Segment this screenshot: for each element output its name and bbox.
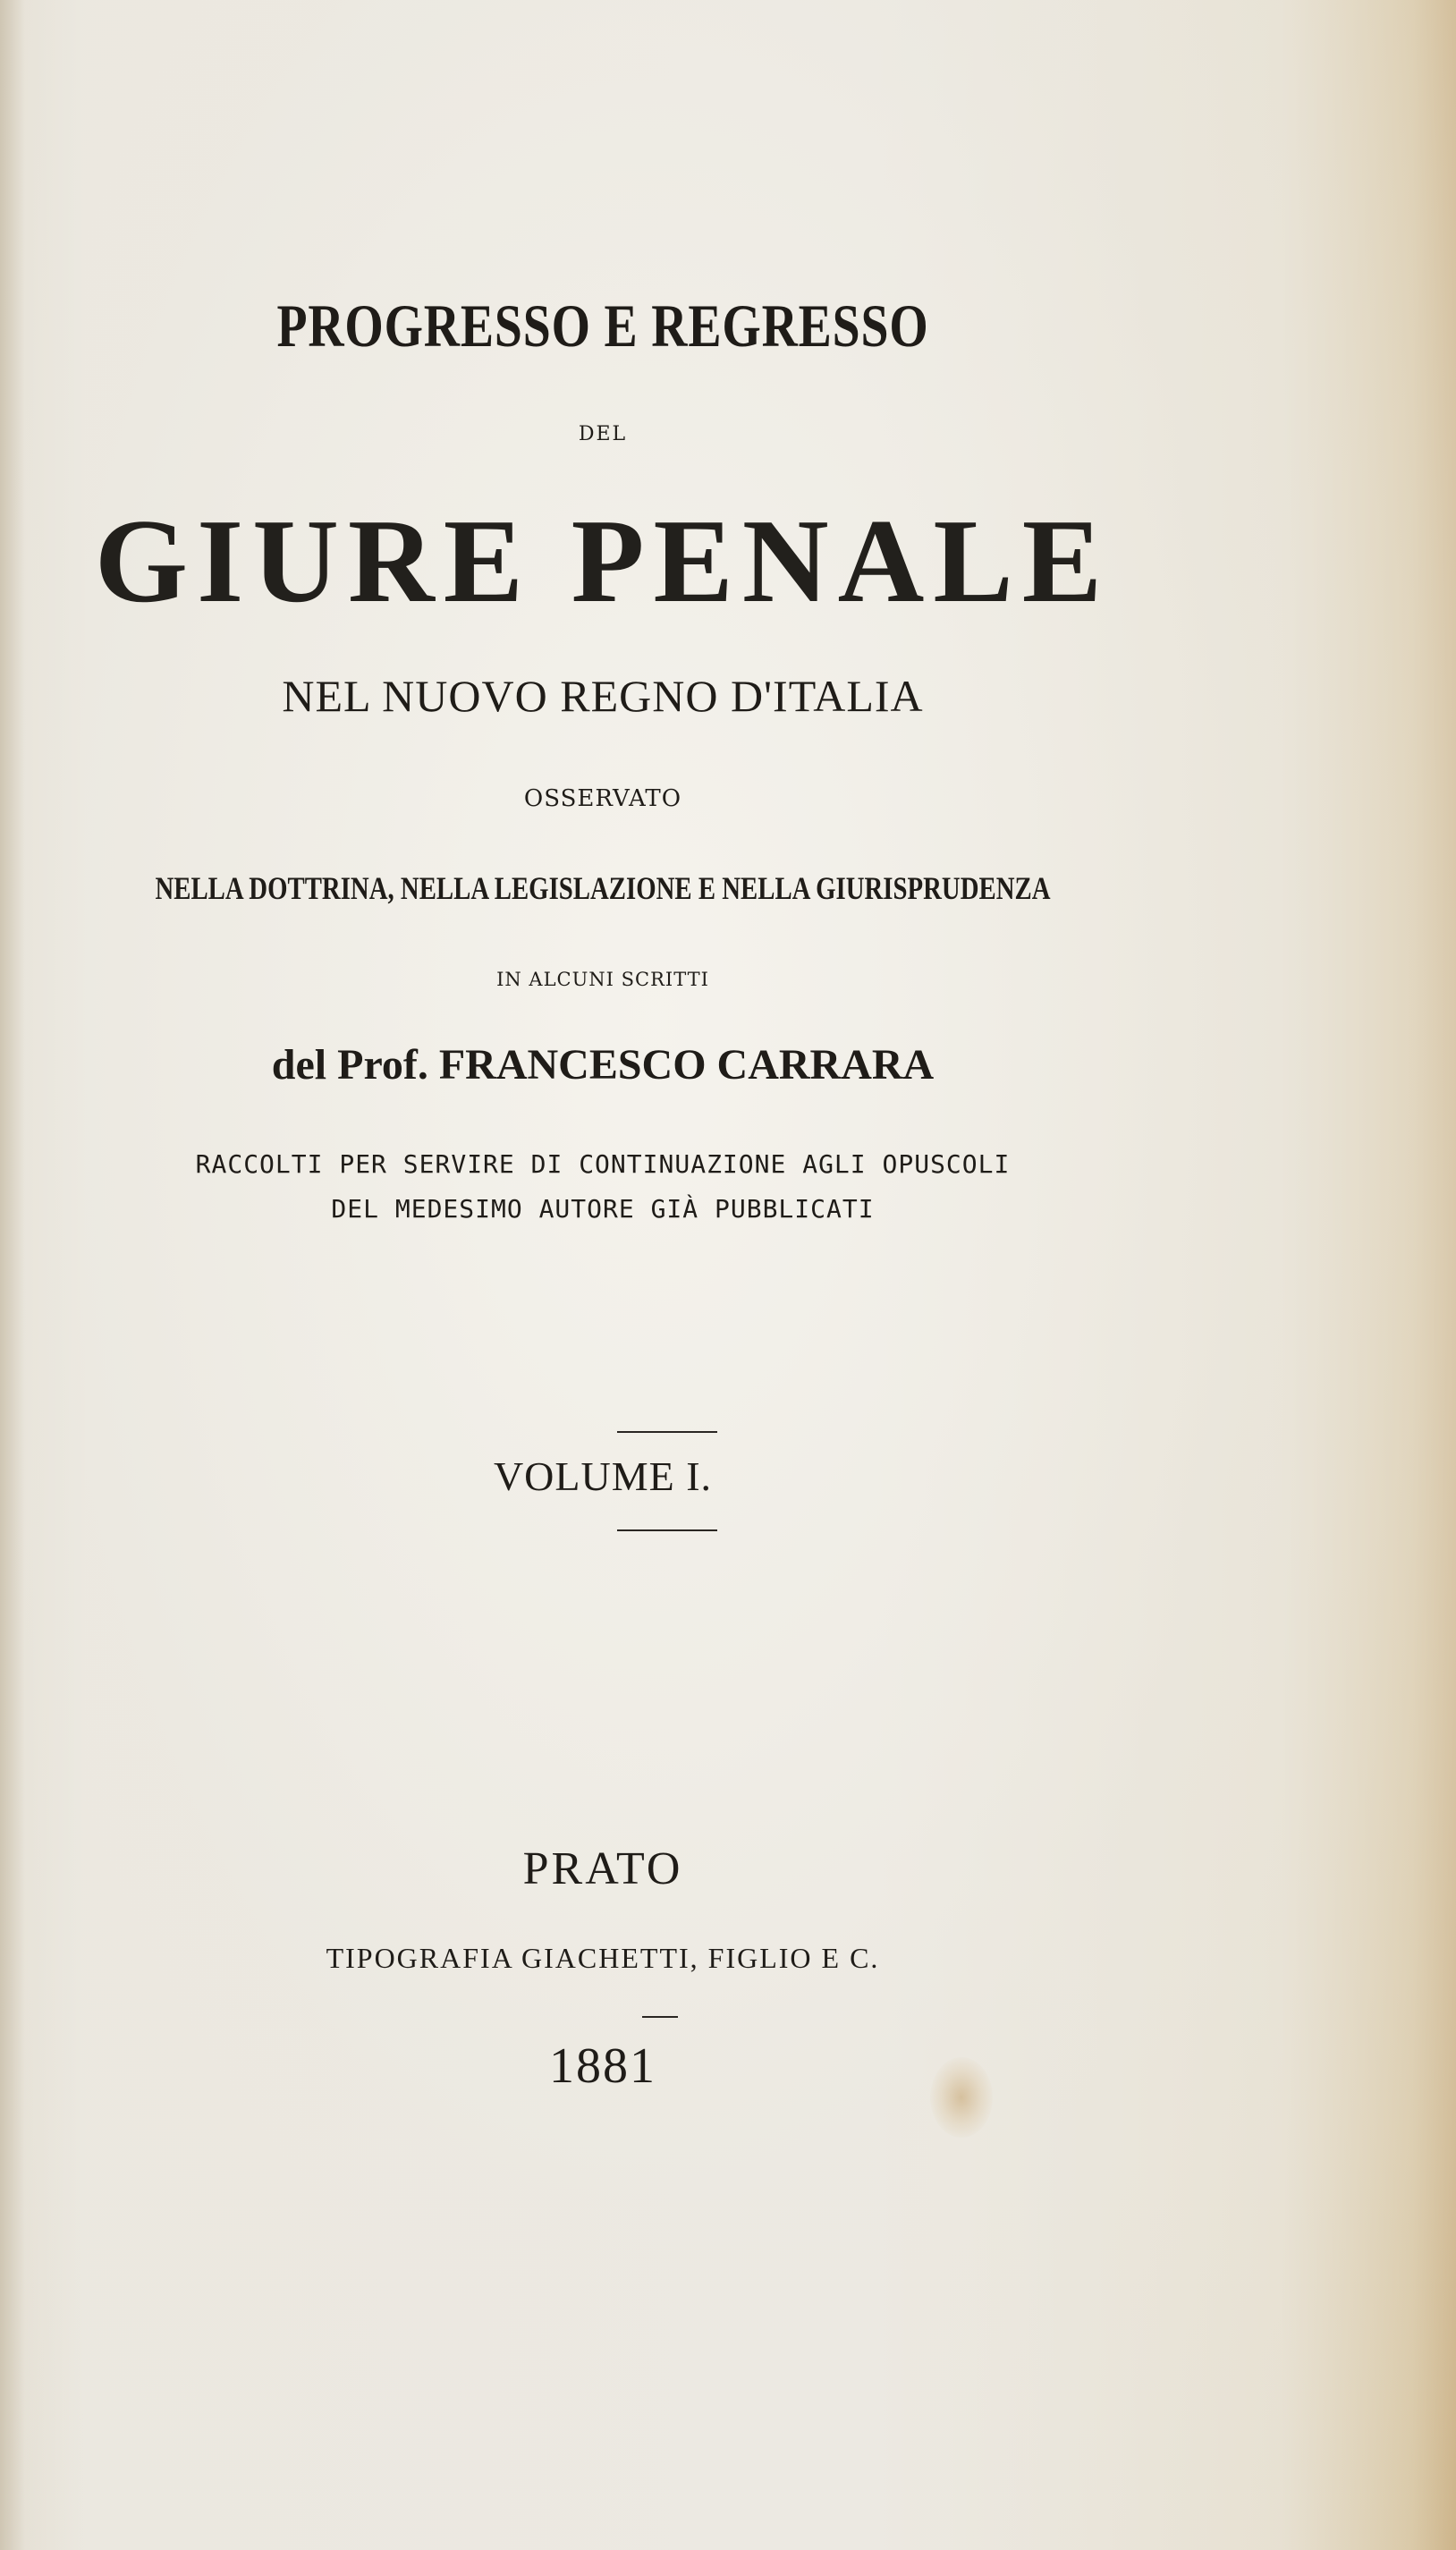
imprint-printer: TIPOGRAFIA GIACHETTI, FIGLIO E C. [326, 1942, 880, 1974]
page-left-edge [0, 0, 25, 2550]
collection-note-line-1: RACCOLTI PER SERVIRE DI CONTINUAZIONE AGLI OPUSCOLI [195, 1149, 1011, 1179]
observed-label: OSSERVATO [523, 785, 682, 812]
subtitle: NEL NUOVO REGNO D'ITALIA [282, 671, 924, 721]
imprint-year: 1881 [549, 2038, 656, 2094]
author-line: del Prof. FRANCESCO CARRARA [271, 1041, 935, 1089]
volume-rule-top [617, 1431, 717, 1433]
volume-rule-bottom [617, 1529, 717, 1531]
scope-line: NELLA DOTTRINA, NELLA LEGISLAZIONE E NELLA GIURISPRUDENZA [155, 870, 1051, 906]
imprint-city: PRATO [522, 1843, 683, 1894]
imprint-rule [642, 2016, 678, 2018]
writings-label: IN ALCUNI SCRITTI [496, 969, 709, 990]
volume-label: VOLUME I. [493, 1453, 713, 1499]
title-line-1: PROGRESSO E REGRESSO [276, 292, 929, 360]
main-title: GIURE PENALE [94, 495, 1112, 627]
title-connector: DEL [578, 423, 628, 445]
collection-note-line-2: DEL MEDESIMO AUTORE GIÀ PUBBLICATI [331, 1194, 875, 1224]
